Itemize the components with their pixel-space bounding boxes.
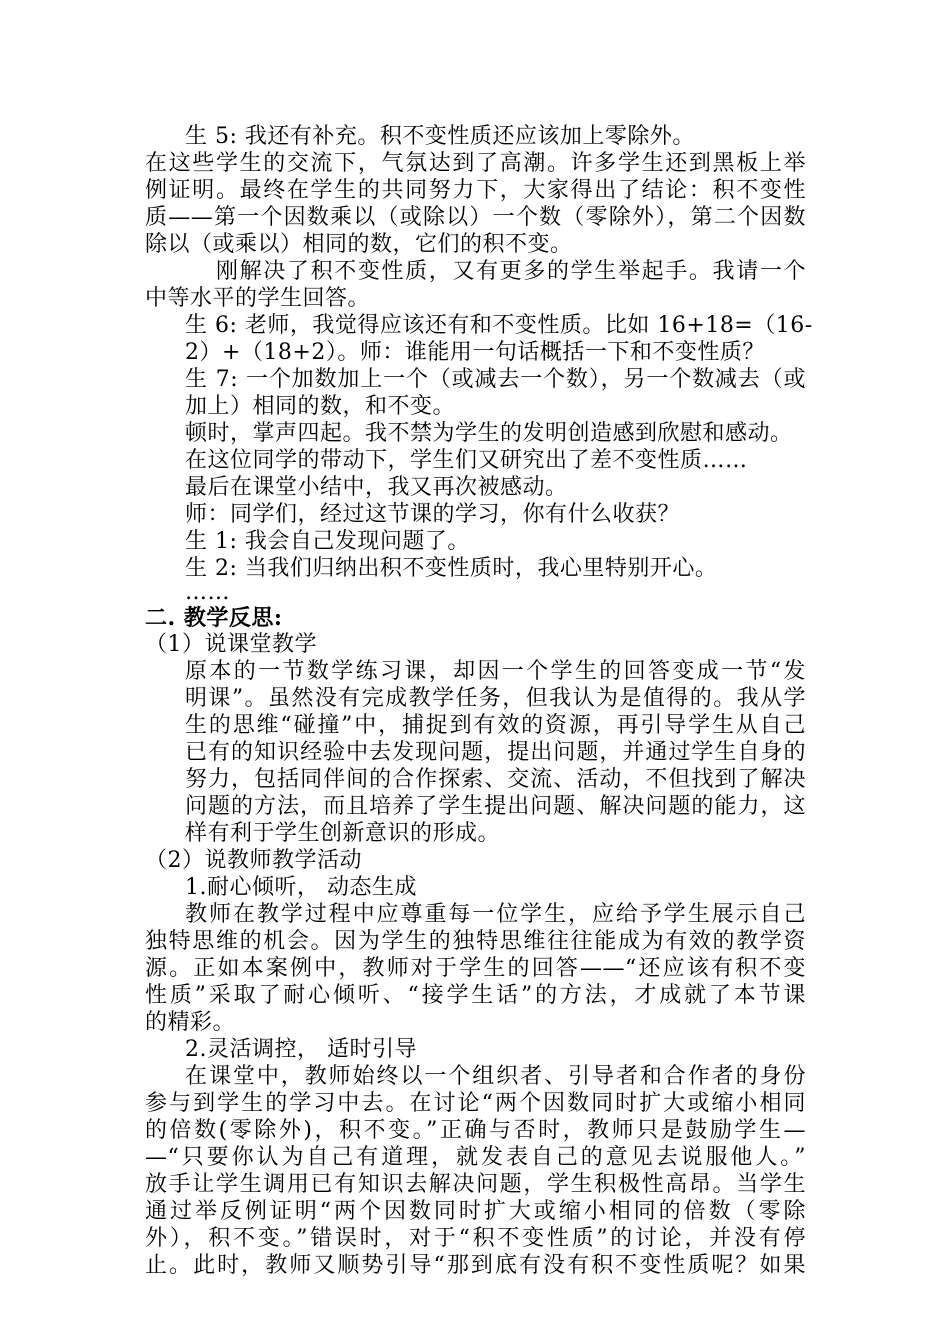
text-line: 顿时，掌声四起。我不禁为学生的发明创造感到欣慰和感动。	[185, 421, 793, 446]
text-line: 中等水平的学生回答。	[145, 286, 371, 311]
text-line: 问题的方法，而且培养了学生提出问题、解决问题的能力，这	[185, 794, 806, 819]
text-line: 加上）相同的数，和不变。	[185, 394, 456, 419]
text-line: 生 7: 一个加数加上一个（或减去一个数），另一个数减去（或	[185, 367, 806, 392]
text-line: 努力，包括同伴间的合作探索、交流、活动，不但找到了解决	[185, 767, 806, 792]
text-line: 的精彩。	[145, 1010, 236, 1035]
text-line: 生 2: 当我们归纳出积不变性质时，我心里特别开心。	[185, 556, 718, 581]
text-line: 的倍数(零除外)，积不变。”正确与否时，教师只是鼓励学生—	[145, 1118, 806, 1143]
text-line: 在这些学生的交流下，气氛达到了高潮。许多学生还到黑板上举	[145, 151, 806, 176]
text-line: 2）+（18+2）。师：谁能用一句话概括一下和不变性质？	[185, 340, 765, 365]
text-line: 在这位同学的带动下，学生们又研究出了差不变性质……	[185, 448, 748, 473]
text-line: ……	[185, 580, 230, 605]
text-line: 通过举反例证明“两个因数同时扩大或缩小相同的倍数（零除	[145, 1199, 806, 1224]
section-heading: 二. 教学反思:	[145, 605, 283, 631]
text-line: 独特思维的机会。因为学生的独特思维往往能成为有效的教学资	[145, 929, 806, 954]
text-line: 源。正如本案例中，教师对于学生的回答——“还应该有积不变	[145, 956, 806, 981]
text-line: 师：同学们，经过这节课的学习，你有什么收获？	[185, 502, 681, 527]
subsection-heading: （1）说课堂教学	[145, 632, 317, 657]
text-line: 刚解决了积不变性质，又有更多的学生举起手。我请一个	[216, 259, 806, 284]
text-line: 例证明。最终在学生的共同努力下，大家得出了结论：积不变性	[145, 178, 806, 203]
text-line: 最后在课堂小结中，我又再次被感动。	[185, 475, 568, 500]
point-heading: 1.耐心倾听， 动态生成	[185, 875, 417, 900]
text-line: 止。此时，教师又顺势引导“那到底有没有积不变性质呢？如果	[145, 1253, 806, 1278]
text-line: 生 6: 老师，我觉得应该还有和不变性质。比如 16+18=（16-	[185, 313, 813, 338]
text-line: —“只要你认为自己有道理，就发表自己的意见去说服他人。”	[145, 1145, 806, 1170]
point-heading: 2.灵活调控， 适时引导	[185, 1037, 417, 1062]
text-line: 已有的知识经验中去发现问题，提出问题，并通过学生自身的	[185, 740, 806, 765]
text-line: 教师在教学过程中应尊重每一位学生，应给予学生展示自己	[185, 902, 806, 927]
subsection-heading: （2）说教师教学活动	[145, 848, 362, 873]
text-line: 明课”。虽然没有完成教学任务，但我认为是值得的。我从学	[185, 686, 806, 711]
text-line: 放手让学生调用已有知识去解决问题，学生积极性高昂。当学生	[145, 1172, 806, 1197]
text-line: 原本的一节数学练习课，却因一个学生的回答变成一节“发	[185, 659, 806, 684]
text-line: 除以（或乘以）相同的数，它们的积不变。	[145, 232, 573, 257]
text-line: 在课堂中，教师始终以一个组织者、引导者和合作者的身份	[185, 1064, 806, 1089]
text-line: 性质”采取了耐心倾听、“接学生话”的方法，才成就了本节课	[145, 983, 806, 1008]
text-line: 生 1: 我会自己发现问题了。	[185, 529, 470, 554]
text-line: 质——第一个因数乘以（或除以）一个数（零除外），第二个因数	[145, 205, 806, 230]
text-line: 样有利于学生创新意识的形成。	[185, 821, 501, 846]
text-line: 参与到学生的学习中去。在讨论“两个因数同时扩大或缩小相同	[145, 1091, 806, 1116]
text-line: 生的思维“碰撞”中，捕捉到有效的资源，再引导学生从自己	[185, 713, 806, 738]
text-line: 外），积不变。”错误时，对于“积不变性质”的讨论，并没有停	[145, 1226, 806, 1251]
text-line: 生 5: 我还有补充。积不变性质还应该加上零除外。	[185, 124, 695, 149]
